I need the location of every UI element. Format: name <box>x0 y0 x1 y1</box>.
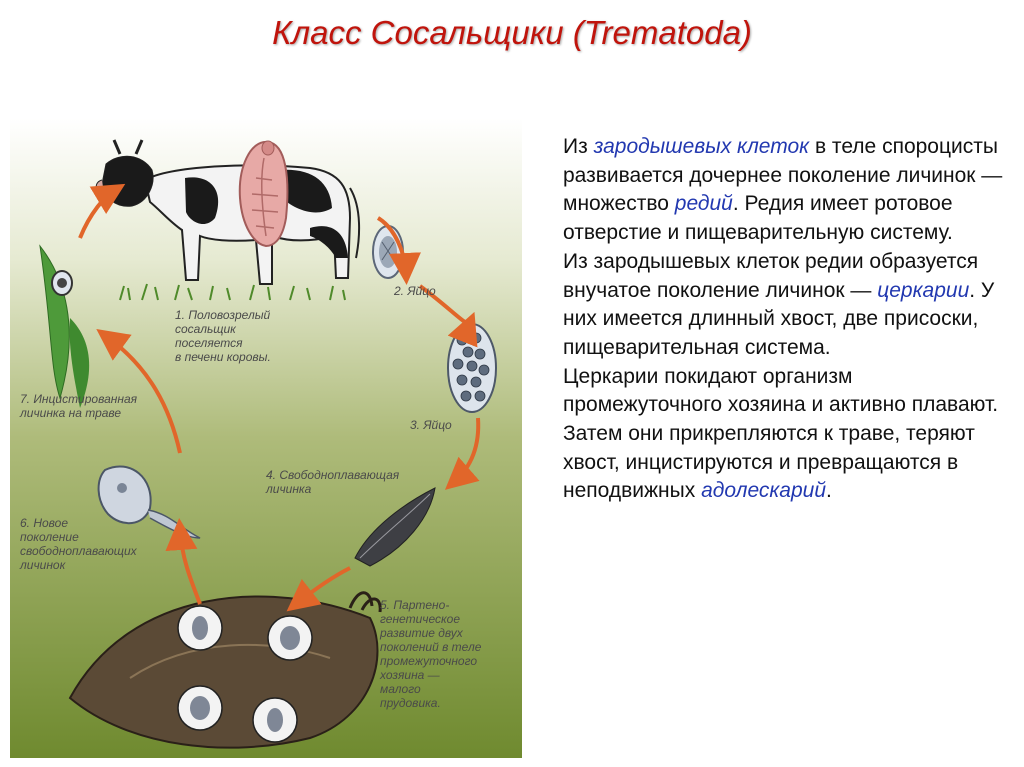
description-text <box>563 133 1003 506</box>
egg-with-cells-icon <box>448 324 496 412</box>
keyword-cercaria: церкарии <box>877 278 970 302</box>
caption-5: 5. Партено- генетическое развитие двух поколений в теле промежуточного хозяина — малого прудовика. <box>380 598 482 710</box>
caption-4: 4. Свободноплавающая личинка <box>266 468 400 496</box>
text-span: Из зародышевых клеток редии образуется внучатое поколение личинок — <box>563 249 979 302</box>
keyword-germ-cells: зародышевых клеток <box>593 135 810 158</box>
text-span: Церкарии покидают организм промежуточного хозяина и активно плавают. Затем они прикрепляются к траве, теряют хвост, инцистируются и превращаются в неподвижных <box>563 364 999 503</box>
caption-2: 2. Яйцо <box>394 284 436 298</box>
text-span: Из <box>563 135 594 158</box>
paragraph-2 <box>563 248 1003 363</box>
text-span: . У них имеется длинный хвост, две присоски, пищеварительная система. <box>563 278 995 359</box>
paragraph-1 <box>563 133 1003 248</box>
egg-icon <box>373 226 403 278</box>
slide-title: Класс Сосальщики (Trematoda) <box>272 14 752 51</box>
caption-6: 6. Новое поколение свободноплавающих личинок <box>20 516 137 572</box>
text-span: в теле спороцисты развивается дочернее поколение личинок — множество <box>563 135 1003 216</box>
caption-7: 7. Инцистированная личинка на траве <box>20 392 138 420</box>
text-span: . <box>826 479 832 503</box>
keyword-redia: редий <box>674 192 733 216</box>
caption-3: 3. Яйцо <box>410 418 452 432</box>
keyword-adolescaria: адолескарий <box>701 479 827 503</box>
life-cycle-diagram <box>10 118 522 758</box>
caption-1: 1. Половозрелый сосальщик поселяется в печени коровы. <box>175 308 271 364</box>
paragraph-3 <box>563 363 1003 507</box>
text-span: . Редия имеет ротовое отверстие и пищеварительную систему. <box>563 192 953 245</box>
